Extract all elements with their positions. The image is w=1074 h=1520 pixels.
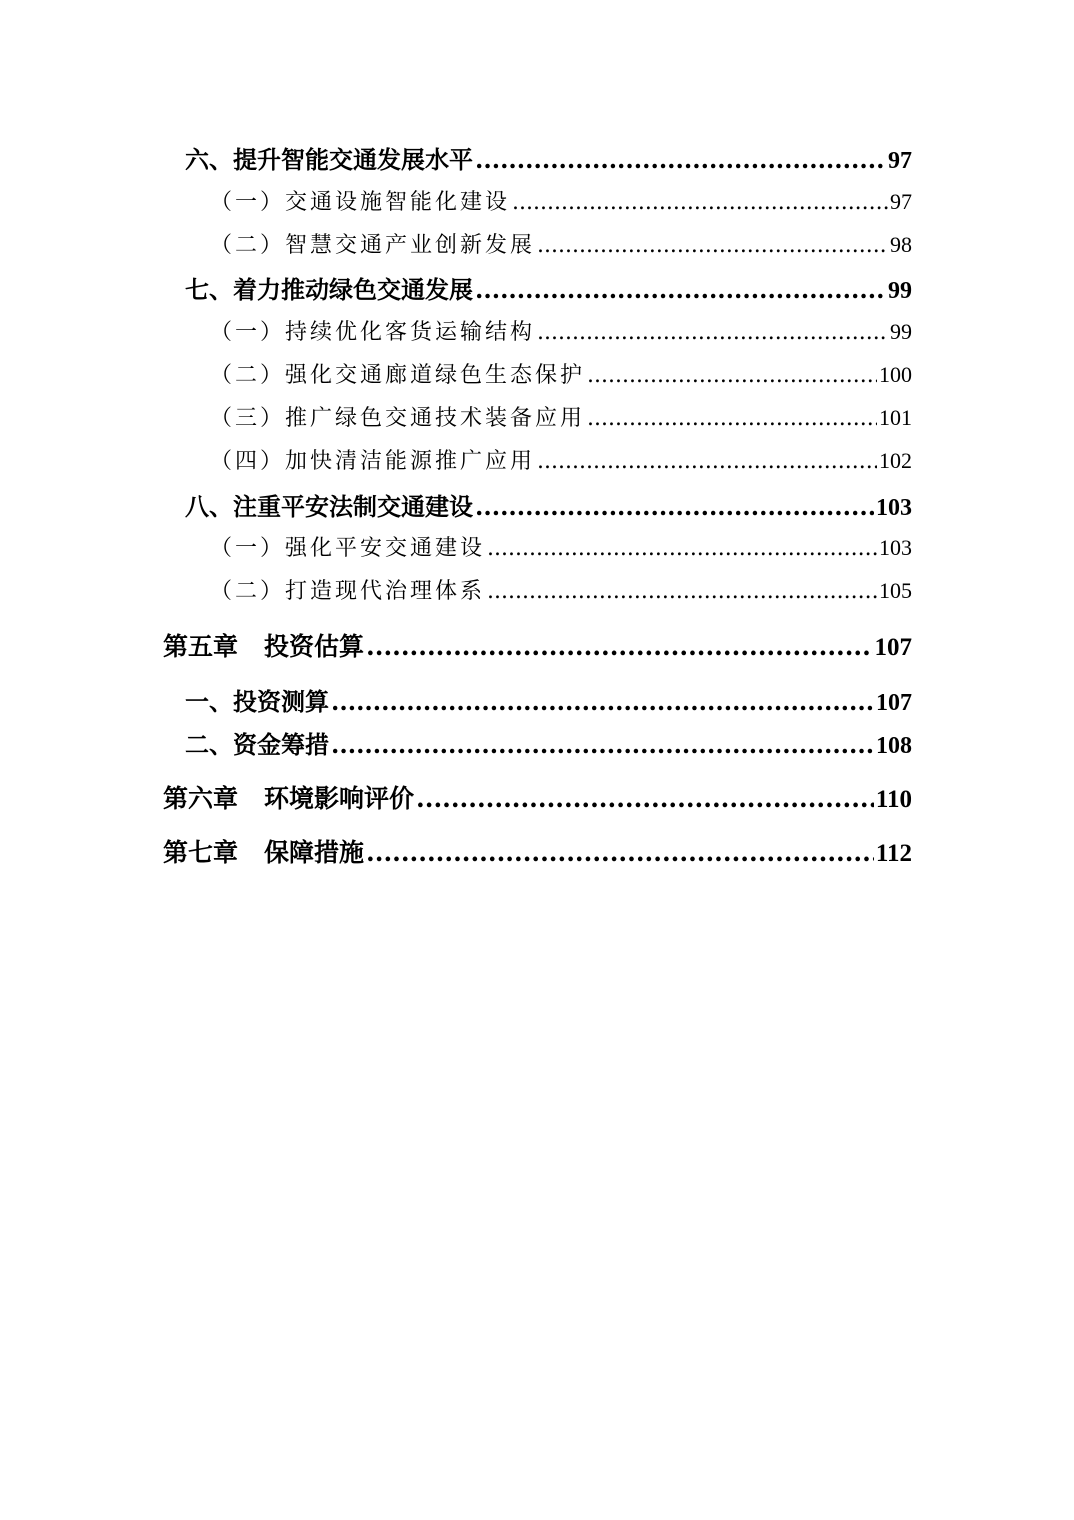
toc-page-number: 98	[890, 232, 912, 257]
toc-page-number: 99	[890, 319, 912, 344]
toc-chapter-number: 第六章	[163, 784, 239, 813]
toc-leader-dots	[487, 579, 877, 604]
toc-page-number: 97	[890, 189, 912, 214]
toc-entry-label: 八、注重平安法制交通建设	[185, 492, 473, 521]
toc-entry-subsection[interactable]	[210, 531, 912, 562]
toc-page-number: 110	[875, 786, 912, 813]
toc-page-number: 105	[879, 578, 912, 603]
toc-page-number: 107	[876, 690, 912, 716]
toc-entry-chapter[interactable]	[163, 627, 912, 663]
toc-page-number: 107	[874, 634, 912, 661]
toc-entry-subsection[interactable]	[210, 401, 912, 432]
toc-entry-label: 保障措施	[264, 838, 365, 867]
toc-leader-dots	[587, 363, 877, 388]
toc-entry-label: （二）打造现代治理体系	[210, 579, 486, 604]
toc-entry-label: （四）加快清洁能源推广应用	[210, 449, 536, 474]
toc-leader-dots	[475, 492, 874, 521]
toc-leader-dots	[475, 145, 886, 174]
toc-entry-label: 二、资金筹措	[185, 730, 329, 759]
toc-entry-section[interactable]	[185, 725, 912, 760]
toc-entry-label: 六、提升智能交通发展水平	[185, 145, 473, 174]
toc-page-number: 108	[876, 733, 912, 759]
toc-entry-label: 一、投资测算	[185, 687, 329, 716]
toc-page-number: 99	[888, 278, 912, 304]
toc-entry-section[interactable]	[185, 140, 912, 175]
toc-page-number: 102	[879, 448, 912, 473]
toc-entry-label: 投资估算	[264, 632, 365, 661]
toc-entry-chapter[interactable]	[163, 833, 912, 869]
toc-entry-label: （二）智慧交通产业创新发展	[210, 233, 536, 258]
toc-entry-chapter[interactable]	[163, 779, 912, 815]
toc-leader-dots	[331, 687, 874, 716]
toc-entry-label: （二）强化交通廊道绿色生态保护	[210, 363, 586, 388]
toc-entry-subsection[interactable]	[210, 358, 912, 389]
toc-chapter-number: 第五章	[163, 632, 239, 661]
toc-page-number: 103	[876, 495, 912, 521]
toc-page-number: 103	[879, 535, 912, 560]
toc-leader-dots	[512, 190, 888, 215]
toc-page-number: 100	[879, 362, 912, 387]
toc-entry-label: （一）强化平安交通建设	[210, 536, 486, 561]
toc-leader-dots	[587, 406, 877, 431]
toc-entry-subsection[interactable]	[210, 574, 912, 605]
toc-entry-label: （一）交通设施智能化建设	[210, 190, 511, 215]
toc-entry-label: 七、着力推动绿色交通发展	[185, 275, 473, 304]
toc-leader-dots	[331, 730, 874, 759]
toc-leader-dots	[416, 784, 874, 813]
toc-leader-dots	[366, 838, 874, 867]
toc-page-number: 97	[888, 148, 912, 174]
toc-leader-dots	[537, 233, 888, 258]
toc-entry-label: （三）推广绿色交通技术装备应用	[210, 406, 586, 431]
toc-chapter-heading	[163, 833, 364, 869]
toc-chapter-number: 第七章	[163, 838, 239, 867]
toc-leader-dots	[537, 449, 877, 474]
toc-leader-dots	[537, 320, 888, 345]
toc-page-number: 101	[879, 405, 912, 430]
toc-entry-label: （一）持续优化客货运输结构	[210, 320, 536, 345]
toc-chapter-heading	[163, 627, 364, 663]
toc-entry-subsection[interactable]	[210, 228, 912, 259]
toc-leader-dots	[487, 536, 877, 561]
toc-entry-subsection[interactable]	[210, 185, 912, 216]
toc-entry-subsection[interactable]	[210, 444, 912, 475]
toc-entry-section[interactable]	[185, 682, 912, 717]
toc-chapter-heading	[163, 779, 414, 815]
toc-entry-subsection[interactable]	[210, 315, 912, 346]
toc-leader-dots	[475, 275, 886, 304]
toc-entry-label: 环境影响评价	[264, 784, 415, 813]
toc-leader-dots	[366, 632, 872, 661]
toc-entry-section[interactable]	[185, 487, 912, 522]
toc-page-number: 112	[875, 840, 912, 867]
toc-entry-section[interactable]	[185, 270, 912, 305]
